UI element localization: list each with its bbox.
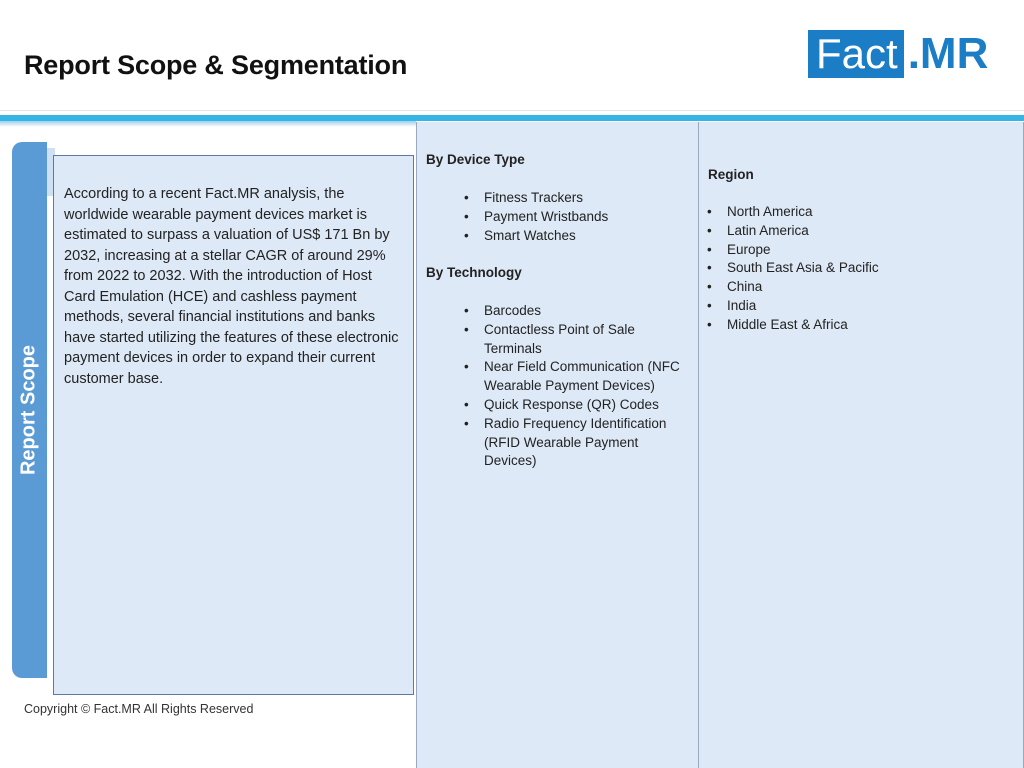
list-item: • Smart Watches — [464, 227, 689, 246]
list-item: • Fitness Trackers — [464, 189, 689, 208]
list-item: • China — [707, 278, 1007, 297]
report-scope-tab-label: Report Scope — [17, 344, 40, 476]
list-item: • Europe — [707, 241, 1007, 260]
region-list — [707, 203, 1007, 335]
copyright-text: Copyright © Fact.MR All Rights Reserved — [24, 702, 254, 716]
list-item: • Barcodes — [464, 302, 692, 321]
list-item: • Latin America — [707, 222, 1007, 241]
summary-text: According to a recent Fact.MR analysis, the worldwide wearable payment devices market is estimated to surpass a valuation of US$ 171 Bn by 2032, increasing at a stellar CAGR of around 29% from 2022 to 2032. With the introduction of Host Card Emulation (HCE) and cashless payment methods, several financial institutions and banks have started utilizing the features of these electronic payment devices in order to expand their current customer base. — [64, 186, 399, 387]
list-item: • Quick Response (QR) Codes — [464, 396, 692, 415]
header-divider-thin — [0, 110, 1024, 114]
list-item: • South East Asia & Pacific — [707, 259, 1007, 278]
list-item: • India — [707, 297, 1007, 316]
technology-list — [464, 302, 692, 471]
header-divider-shadow — [0, 121, 416, 127]
device-type-heading: By Device Type — [426, 152, 525, 167]
logo-suffix-text: .MR — [907, 29, 989, 78]
fact-mr-logo — [808, 30, 988, 78]
region-heading: Region — [708, 167, 754, 182]
device-type-list — [464, 189, 689, 245]
list-item: • Contactless Point of Sale Terminals — [464, 321, 692, 359]
logo-main-text: Fact — [808, 30, 904, 78]
list-item: • Radio Frequency Identification (RFID Wearable Payment Devices) — [464, 415, 692, 471]
list-item: • North America — [707, 203, 1007, 222]
technology-heading: By Technology — [426, 265, 522, 280]
page-title: Report Scope & Segmentation — [24, 50, 408, 80]
list-item: • Near Field Communication (NFC Wearable Payment Devices) — [464, 358, 692, 396]
list-item: • Payment Wristbands — [464, 208, 689, 227]
list-item: • Middle East & Africa — [707, 316, 1007, 335]
